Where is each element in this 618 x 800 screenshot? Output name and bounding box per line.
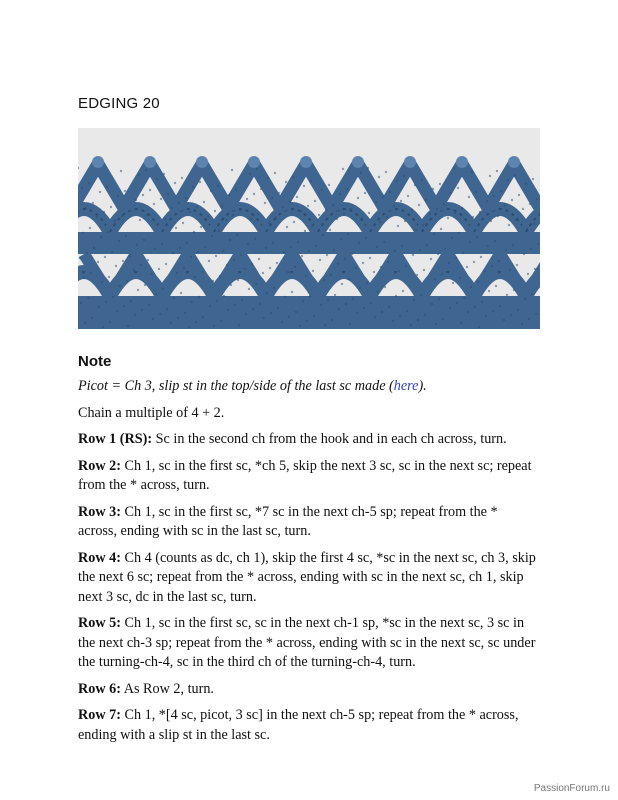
- row-7: [78, 706, 540, 745]
- row-label: Row 2:: [78, 457, 121, 474]
- row-label: Row 3:: [78, 503, 121, 520]
- here-link[interactable]: here: [393, 378, 419, 394]
- row-text: As Row 2, turn.: [120, 680, 214, 697]
- row-label: Row 1 (RS):: [78, 431, 153, 447]
- pattern-instructions: [78, 377, 540, 752]
- row-label: Row 4:: [78, 549, 121, 566]
- chain-instruction: Chain a multiple of 4 + 2.: [78, 404, 225, 421]
- watermark: PassionForum.ru: [533, 783, 610, 794]
- row-label: Row 6:: [78, 680, 121, 697]
- row-label: Row 5:: [78, 615, 121, 631]
- row-text: Ch 1, sc in the first sc, *7 sc in the next ch-5 sp; repeat from the * across, ending with sc in the last sc, turn.: [78, 503, 498, 539]
- row-3: [78, 503, 540, 542]
- row-1: [78, 430, 540, 450]
- crochet-edging-illustration: [78, 128, 540, 329]
- row-label: Row 7:: [78, 707, 121, 723]
- row-text: Ch 1, sc in the first sc, *ch 5, skip the next 3 sc, sc in the next sc; repeat from the * across, turn.: [78, 457, 532, 493]
- row-text: Ch 4 (counts as dc, ch 1), skip the first 4 sc, *sc in the next sc, ch 3, skip the next 6 sc; repeat from the * across, ending with sc in the next sc, ch 1, skip next 3 sc, dc in the last sc, turn.: [78, 549, 536, 605]
- row-4: [78, 549, 540, 608]
- note-heading: Note: [78, 353, 112, 370]
- row-text: Sc in the second ch from the hook and in each ch across, turn.: [152, 431, 507, 447]
- row-5: [78, 614, 540, 673]
- row-2: [78, 457, 540, 496]
- crochet-edging-photo: [78, 128, 540, 329]
- row-6: [78, 680, 540, 700]
- picot-definition: Picot = Ch 3, slip st in the top/side of the last sc made (here).: [78, 378, 427, 394]
- row-text: Ch 1, sc in the first sc, sc in the next ch-1 sp, *sc in the next sc, 3 sc in the next ch-3 sp; repeat from the * across, ending with sc in the next sc, sc under the turning-ch-4, sc in the third ch of the turning-ch-4, turn.: [78, 615, 536, 670]
- page-title: EDGING 20: [78, 95, 160, 112]
- row-text: Ch 1, *[4 sc, picot, 3 sc] in the next ch-5 sp; repeat from the * across, ending with a slip st in the last sc.: [78, 707, 519, 743]
